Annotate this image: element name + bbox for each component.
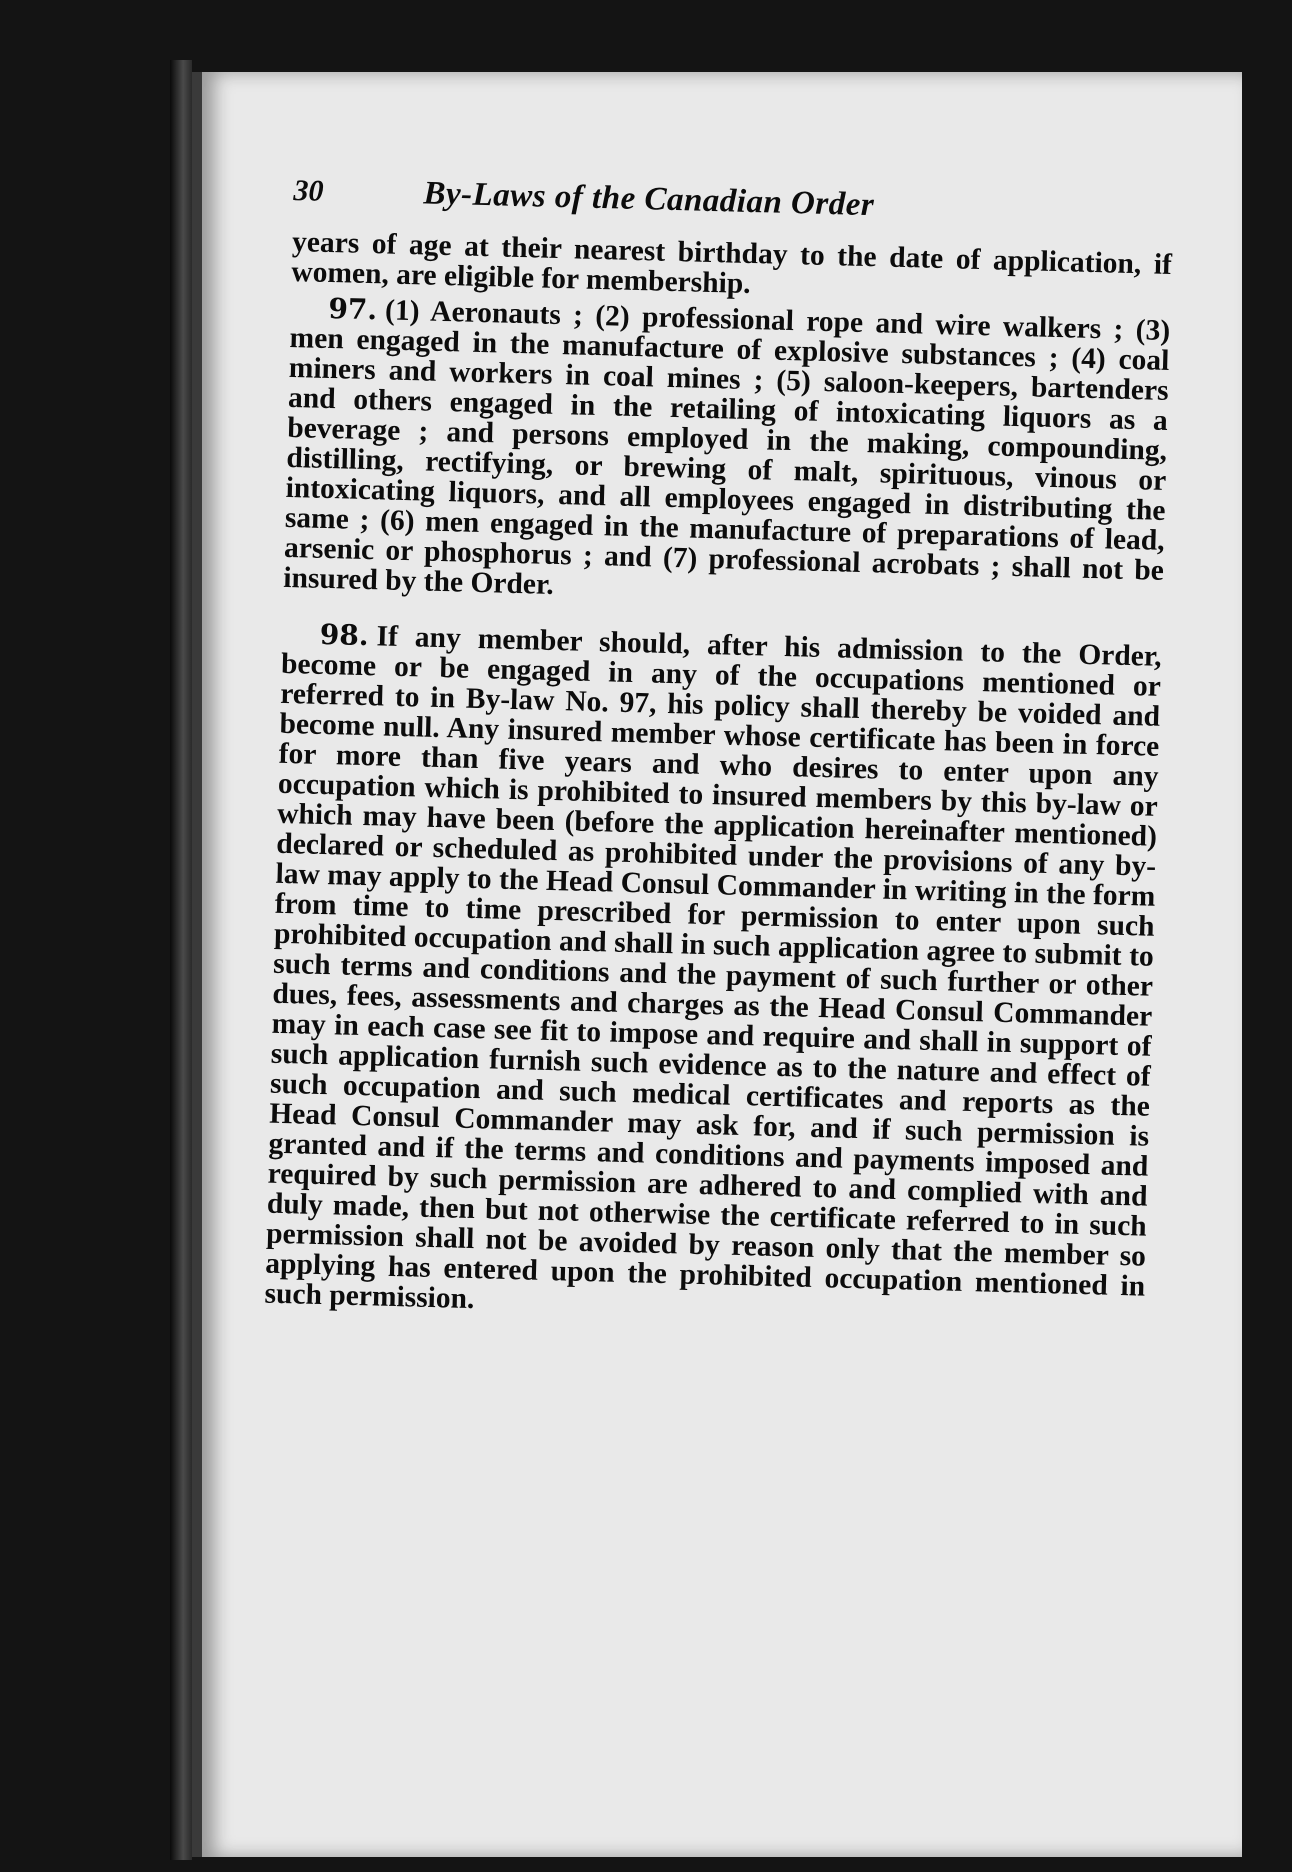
- paragraph-text: If any member should, after his admission to the Order, become or be engaged in any of the occupations mentioned or referred to in By-law No. 97, his policy shall thereby be voided and become null. Any insured member whose certificate has been in force for more than five years and who desires to enter upon any occupation which is prohibited to insured members by this by-law or which may have been (before the application hereinafter mentioned) declared or scheduled as prohibited under the provisions of any by-law may apply to the Head Consul Commander in writing in the form from time to time prescribed for permission to enter upon such prohibited occupation and shall in such application agree to submit to such terms and conditions and the payment of such further or other dues, fees, assessments and charges as the Head Consul Commander may in each case see fit to impose and require and shall in support of such application furnish such evidence as to the nature and effect of such occupation and such medical certificates and reports as the Head Consul Commander may ask for, and if such permission is granted and if the terms and conditions and payments imposed and required by such permission are adhered to and complied with and duly made, then but not otherwise the certificate referred to in such permission shall not be avoided by reason only that the member so applying has entered upon the prohibited occupation mentioned in such permission.: [264, 620, 1163, 1316]
- running-head: [293, 172, 1174, 232]
- page-content: [264, 172, 1173, 1332]
- running-head-title: By-Laws of the Canadian Order: [423, 175, 875, 224]
- paragraph-text: years of age at their nearest birthday to the date of application, if women, are eligible for membership.: [290, 225, 1173, 300]
- paragraph-section-98: [264, 619, 1162, 1332]
- book-page: [192, 72, 1242, 1857]
- book-binding-edge: [170, 60, 192, 1860]
- page-number: 30: [293, 173, 324, 208]
- section-number: 98.: [319, 617, 370, 653]
- section-number: 97.: [328, 291, 378, 327]
- paragraph-section-97: [283, 293, 1171, 616]
- paragraph-text: (1) Aeronauts ; (2) professional rope and wire walkers ; (3) men engaged in the manufacture of explosive substances ; (4) coal miners and workers in coal mines ; (5) saloon-keepers, bartenders and others engaged in the retailing of intoxicating liquors as a beverage ; and persons employed in the making, compounding, distilling, rectifying, or brewing of malt, spirituous, vinous or intoxicating liquors, and all employees engaged in distributing the same ; (6) men engaged in the manufacture of preparations of lead, arsenic or phosphorus ; and (7) professional acrobats ; shall not be insured by the Order.: [282, 294, 1171, 601]
